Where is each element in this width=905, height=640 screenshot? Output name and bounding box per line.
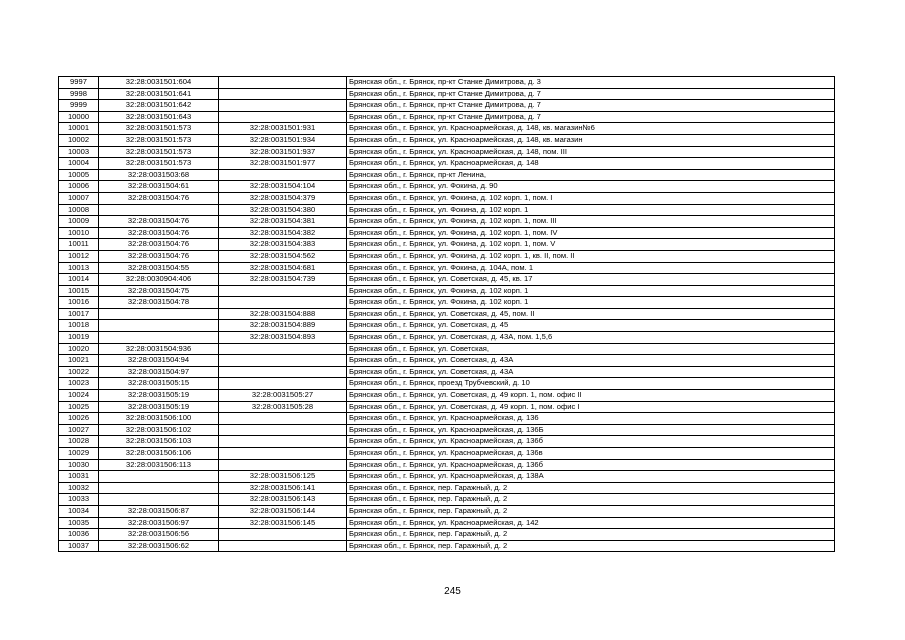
row-number-cell: 9998 bbox=[59, 88, 99, 100]
table-row bbox=[59, 77, 835, 89]
row-number-cell: 10021 bbox=[59, 355, 99, 367]
row-number-cell: 10017 bbox=[59, 308, 99, 320]
address-cell: Брянская обл., г. Брянск, ул. Фокина, д. 102 корп. 1 bbox=[347, 204, 835, 216]
table-row bbox=[59, 100, 835, 112]
table-row bbox=[59, 308, 835, 320]
cadastral-number-cell: 32:28:0031505:19 bbox=[99, 401, 219, 413]
row-number-cell: 10030 bbox=[59, 459, 99, 471]
cadastral-number-cell: 32:28:0031504:936 bbox=[99, 343, 219, 355]
address-cell: Брянская обл., г. Брянск, проезд Трубчевский, д. 10 bbox=[347, 378, 835, 390]
object-cadastral-number-cell bbox=[219, 343, 347, 355]
cadastral-number-cell: 32:28:0031506:87 bbox=[99, 505, 219, 517]
address-cell: Брянская обл., г. Брянск, ул. Советская, д. 43А, пом. 1,5,6 bbox=[347, 332, 835, 344]
address-cell: Брянская обл., г. Брянск, ул. Фокина, д. 102 корп. 1, пом. V bbox=[347, 239, 835, 251]
object-cadastral-number-cell: 32:28:0031504:383 bbox=[219, 239, 347, 251]
table-row bbox=[59, 146, 835, 158]
cadastral-number-cell: 32:28:0031501:573 bbox=[99, 134, 219, 146]
object-cadastral-number-cell: 32:28:0031504:739 bbox=[219, 274, 347, 286]
row-number-cell: 10024 bbox=[59, 390, 99, 402]
row-number-cell: 10013 bbox=[59, 262, 99, 274]
object-cadastral-number-cell bbox=[219, 448, 347, 460]
table-row bbox=[59, 366, 835, 378]
address-cell: Брянская обл., г. Брянск, ул. Красноармейская, д. 136б bbox=[347, 459, 835, 471]
row-number-cell: 9997 bbox=[59, 77, 99, 89]
address-cell: Брянская обл., г. Брянск, ул. Красноармейская, д. 136Б bbox=[347, 424, 835, 436]
address-cell: Брянская обл., г. Брянск, пр-кт Станке Димитрова, д. 7 bbox=[347, 88, 835, 100]
row-number-cell: 10026 bbox=[59, 413, 99, 425]
object-cadastral-number-cell bbox=[219, 169, 347, 181]
table-row bbox=[59, 111, 835, 123]
cadastral-number-cell: 32:28:0031501:604 bbox=[99, 77, 219, 89]
address-cell: Брянская обл., г. Брянск, ул. Фокина, д. 102 корп. 1 bbox=[347, 285, 835, 297]
cadastral-number-cell: 32:28:0031501:573 bbox=[99, 158, 219, 170]
table-row bbox=[59, 482, 835, 494]
table-row bbox=[59, 517, 835, 529]
row-number-cell: 10018 bbox=[59, 320, 99, 332]
cadastral-number-cell: 32:28:0031501:642 bbox=[99, 100, 219, 112]
table-row bbox=[59, 355, 835, 367]
object-cadastral-number-cell: 32:28:0031504:382 bbox=[219, 227, 347, 239]
object-cadastral-number-cell bbox=[219, 540, 347, 552]
address-cell: Брянская обл., г. Брянск, пр-кт Станке Димитрова, д. 7 bbox=[347, 111, 835, 123]
row-number-cell: 10034 bbox=[59, 505, 99, 517]
row-number-cell: 10036 bbox=[59, 529, 99, 541]
address-cell: Брянская обл., г. Брянск, ул. Фокина, д. 90 bbox=[347, 181, 835, 193]
table-row bbox=[59, 227, 835, 239]
cadastral-number-cell: 32:28:0031506:56 bbox=[99, 529, 219, 541]
address-cell: Брянская обл., г. Брянск, пр-кт Ленина, bbox=[347, 169, 835, 181]
row-number-cell: 10000 bbox=[59, 111, 99, 123]
table-row bbox=[59, 274, 835, 286]
cadastral-number-cell: 32:28:0031501:641 bbox=[99, 88, 219, 100]
object-cadastral-number-cell: 32:28:0031504:888 bbox=[219, 308, 347, 320]
cadastral-number-cell: 32:28:0031504:76 bbox=[99, 250, 219, 262]
cadastral-number-cell bbox=[99, 204, 219, 216]
cadastral-number-cell: 32:28:0031503:68 bbox=[99, 169, 219, 181]
address-cell: Брянская обл., г. Брянск, ул. Красноармейская, д. 148, кв. магазин№6 bbox=[347, 123, 835, 135]
table-row bbox=[59, 204, 835, 216]
row-number-cell: 10009 bbox=[59, 216, 99, 228]
address-cell: Брянская обл., г. Брянск, ул. Красноармейская, д. 148, кв. магазин bbox=[347, 134, 835, 146]
object-cadastral-number-cell bbox=[219, 459, 347, 471]
row-number-cell: 10001 bbox=[59, 123, 99, 135]
address-cell: Брянская обл., г. Брянск, пер. Гаражный, д. 2 bbox=[347, 494, 835, 506]
table-row bbox=[59, 158, 835, 170]
row-number-cell: 10004 bbox=[59, 158, 99, 170]
address-cell: Брянская обл., г. Брянск, ул. Красноармейская, д. 136б bbox=[347, 436, 835, 448]
table-row bbox=[59, 297, 835, 309]
row-number-cell: 10028 bbox=[59, 436, 99, 448]
row-number-cell: 10032 bbox=[59, 482, 99, 494]
address-cell: Брянская обл., г. Брянск, ул. Советская, д. 49 корп. 1, пом. офис II bbox=[347, 390, 835, 402]
object-cadastral-number-cell: 32:28:0031506:143 bbox=[219, 494, 347, 506]
cadastral-number-cell: 32:28:0031504:75 bbox=[99, 285, 219, 297]
cadastral-number-cell: 32:28:0031506:62 bbox=[99, 540, 219, 552]
object-cadastral-number-cell: 32:28:0031504:889 bbox=[219, 320, 347, 332]
cadastral-number-cell: 32:28:0031504:94 bbox=[99, 355, 219, 367]
object-cadastral-number-cell: 32:28:0031505:27 bbox=[219, 390, 347, 402]
cadastral-number-cell: 32:28:0031506:100 bbox=[99, 413, 219, 425]
table-row bbox=[59, 181, 835, 193]
cadastral-number-cell: 32:28:0031504:76 bbox=[99, 192, 219, 204]
object-cadastral-number-cell: 32:28:0031501:937 bbox=[219, 146, 347, 158]
address-cell: Брянская обл., г. Брянск, ул. Советская, д. 49 корп. 1, пом. офис I bbox=[347, 401, 835, 413]
address-cell: Брянская обл., г. Брянск, пр-кт Станке Димитрова, д. 7 bbox=[347, 100, 835, 112]
address-cell: Брянская обл., г. Брянск, ул. Советская, д. 45, пом. II bbox=[347, 308, 835, 320]
address-cell: Брянская обл., г. Брянск, ул. Красноармейская, д. 148, пом. III bbox=[347, 146, 835, 158]
cadastral-number-cell: 32:28:0031501:643 bbox=[99, 111, 219, 123]
object-cadastral-number-cell bbox=[219, 366, 347, 378]
row-number-cell: 10027 bbox=[59, 424, 99, 436]
row-number-cell: 10008 bbox=[59, 204, 99, 216]
object-cadastral-number-cell: 32:28:0031501:977 bbox=[219, 158, 347, 170]
address-cell: Брянская обл., г. Брянск, ул. Фокина, д. 102 корп. 1, пом. IV bbox=[347, 227, 835, 239]
address-cell: Брянская обл., г. Брянск, пр-кт Станке Димитрова, д. 3 bbox=[347, 77, 835, 89]
object-cadastral-number-cell: 32:28:0031504:379 bbox=[219, 192, 347, 204]
address-cell: Брянская обл., г. Брянск, ул. Советская, д. 45, кв. 17 bbox=[347, 274, 835, 286]
address-cell: Брянская обл., г. Брянск, ул. Фокина, д. 102 корп. 1, пом. III bbox=[347, 216, 835, 228]
row-number-cell: 10007 bbox=[59, 192, 99, 204]
table-row bbox=[59, 424, 835, 436]
cadastral-number-cell bbox=[99, 482, 219, 494]
address-cell: Брянская обл., г. Брянск, ул. Фокина, д. 102 корп. 1, пом. I bbox=[347, 192, 835, 204]
address-cell: Брянская обл., г. Брянск, пер. Гаражный, д. 2 bbox=[347, 505, 835, 517]
table-row bbox=[59, 459, 835, 471]
row-number-cell: 10014 bbox=[59, 274, 99, 286]
cadastral-number-cell: 32:28:0031504:76 bbox=[99, 239, 219, 251]
row-number-cell: 10011 bbox=[59, 239, 99, 251]
cadastral-number-cell: 32:28:0031506:97 bbox=[99, 517, 219, 529]
object-cadastral-number-cell: 32:28:0031506:144 bbox=[219, 505, 347, 517]
cadastral-number-cell: 32:28:0031505:15 bbox=[99, 378, 219, 390]
row-number-cell: 10037 bbox=[59, 540, 99, 552]
table-row bbox=[59, 401, 835, 413]
table-row bbox=[59, 540, 835, 552]
object-cadastral-number-cell bbox=[219, 297, 347, 309]
object-cadastral-number-cell: 32:28:0031506:141 bbox=[219, 482, 347, 494]
table-row bbox=[59, 378, 835, 390]
table-row bbox=[59, 88, 835, 100]
table-row bbox=[59, 285, 835, 297]
table-row bbox=[59, 320, 835, 332]
table-row bbox=[59, 332, 835, 344]
object-cadastral-number-cell: 32:28:0031504:381 bbox=[219, 216, 347, 228]
address-cell: Брянская обл., г. Брянск, ул. Красноармейская, д. 136 bbox=[347, 413, 835, 425]
table-row bbox=[59, 343, 835, 355]
table-row bbox=[59, 448, 835, 460]
cadastral-number-cell bbox=[99, 308, 219, 320]
row-number-cell: 10002 bbox=[59, 134, 99, 146]
address-cell: Брянская обл., г. Брянск, ул. Красноармейская, д. 148 bbox=[347, 158, 835, 170]
object-cadastral-number-cell bbox=[219, 378, 347, 390]
cadastral-number-cell: 32:28:0031504:78 bbox=[99, 297, 219, 309]
row-number-cell: 10006 bbox=[59, 181, 99, 193]
table-row bbox=[59, 250, 835, 262]
object-cadastral-number-cell: 32:28:0031506:145 bbox=[219, 517, 347, 529]
cadastral-number-cell: 32:28:0031505:19 bbox=[99, 390, 219, 402]
table-row bbox=[59, 262, 835, 274]
cadastral-number-cell: 32:28:0031506:113 bbox=[99, 459, 219, 471]
cadastral-number-cell: 32:28:0031504:55 bbox=[99, 262, 219, 274]
row-number-cell: 10022 bbox=[59, 366, 99, 378]
object-cadastral-number-cell bbox=[219, 111, 347, 123]
row-number-cell: 9999 bbox=[59, 100, 99, 112]
row-number-cell: 10015 bbox=[59, 285, 99, 297]
object-cadastral-number-cell: 32:28:0031505:28 bbox=[219, 401, 347, 413]
object-cadastral-number-cell bbox=[219, 413, 347, 425]
cadastral-number-cell bbox=[99, 332, 219, 344]
object-cadastral-number-cell: 32:28:0031501:934 bbox=[219, 134, 347, 146]
table-row bbox=[59, 413, 835, 425]
object-cadastral-number-cell: 32:28:0031501:931 bbox=[219, 123, 347, 135]
table-row bbox=[59, 134, 835, 146]
row-number-cell: 10023 bbox=[59, 378, 99, 390]
address-cell: Брянская обл., г. Брянск, ул. Фокина, д. 104А, пом. 1 bbox=[347, 262, 835, 274]
row-number-cell: 10016 bbox=[59, 297, 99, 309]
address-cell: Брянская обл., г. Брянск, пер. Гаражный, д. 2 bbox=[347, 529, 835, 541]
object-cadastral-number-cell: 32:28:0031504:681 bbox=[219, 262, 347, 274]
address-cell: Брянская обл., г. Брянск, ул. Фокина, д. 102 корп. 1 bbox=[347, 297, 835, 309]
object-cadastral-number-cell bbox=[219, 436, 347, 448]
row-number-cell: 10025 bbox=[59, 401, 99, 413]
cadastral-number-cell: 32:28:0031504:76 bbox=[99, 216, 219, 228]
object-cadastral-number-cell: 32:28:0031504:380 bbox=[219, 204, 347, 216]
row-number-cell: 10003 bbox=[59, 146, 99, 158]
address-cell: Брянская обл., г. Брянск, ул. Советская, д. 43А bbox=[347, 355, 835, 367]
table-row bbox=[59, 123, 835, 135]
table-row bbox=[59, 505, 835, 517]
table-row bbox=[59, 192, 835, 204]
table-row bbox=[59, 169, 835, 181]
table-row bbox=[59, 471, 835, 483]
row-number-cell: 10020 bbox=[59, 343, 99, 355]
cadastral-number-cell: 32:28:0031506:106 bbox=[99, 448, 219, 460]
address-cell: Брянская обл., г. Брянск, ул. Красноармейская, д. 142 bbox=[347, 517, 835, 529]
cadastral-number-cell: 32:28:0031501:573 bbox=[99, 146, 219, 158]
row-number-cell: 10029 bbox=[59, 448, 99, 460]
object-cadastral-number-cell bbox=[219, 529, 347, 541]
cadastral-number-cell bbox=[99, 471, 219, 483]
object-cadastral-number-cell: 32:28:0031504:104 bbox=[219, 181, 347, 193]
registry-table-body bbox=[59, 77, 835, 552]
row-number-cell: 10019 bbox=[59, 332, 99, 344]
address-cell: Брянская обл., г. Брянск, ул. Фокина, д. 102 корп. 1, кв. II, пом. II bbox=[347, 250, 835, 262]
object-cadastral-number-cell bbox=[219, 77, 347, 89]
row-number-cell: 10012 bbox=[59, 250, 99, 262]
object-cadastral-number-cell bbox=[219, 88, 347, 100]
address-cell: Брянская обл., г. Брянск, пер. Гаражный, д. 2 bbox=[347, 482, 835, 494]
cadastral-number-cell: 32:28:0031504:61 bbox=[99, 181, 219, 193]
registry-table bbox=[58, 76, 835, 552]
row-number-cell: 10031 bbox=[59, 471, 99, 483]
table-row bbox=[59, 216, 835, 228]
object-cadastral-number-cell: 32:28:0031506:125 bbox=[219, 471, 347, 483]
page-number: 245 bbox=[444, 586, 461, 597]
object-cadastral-number-cell bbox=[219, 424, 347, 436]
table-row bbox=[59, 239, 835, 251]
row-number-cell: 10010 bbox=[59, 227, 99, 239]
cadastral-number-cell: 32:28:0031506:103 bbox=[99, 436, 219, 448]
cadastral-number-cell: 32:28:0031501:573 bbox=[99, 123, 219, 135]
cadastral-number-cell bbox=[99, 494, 219, 506]
object-cadastral-number-cell: 32:28:0031504:562 bbox=[219, 250, 347, 262]
table-row bbox=[59, 390, 835, 402]
row-number-cell: 10033 bbox=[59, 494, 99, 506]
table-row bbox=[59, 494, 835, 506]
object-cadastral-number-cell bbox=[219, 285, 347, 297]
cadastral-number-cell: 32:28:0031504:76 bbox=[99, 227, 219, 239]
cadastral-number-cell: 32:28:0031506:102 bbox=[99, 424, 219, 436]
row-number-cell: 10035 bbox=[59, 517, 99, 529]
row-number-cell: 10005 bbox=[59, 169, 99, 181]
cadastral-number-cell: 32:28:0031504:97 bbox=[99, 366, 219, 378]
address-cell: Брянская обл., г. Брянск, ул. Советская, д. 43А bbox=[347, 366, 835, 378]
address-cell: Брянская обл., г. Брянск, ул. Советская, bbox=[347, 343, 835, 355]
object-cadastral-number-cell bbox=[219, 100, 347, 112]
table-row bbox=[59, 529, 835, 541]
object-cadastral-number-cell bbox=[219, 355, 347, 367]
address-cell: Брянская обл., г. Брянск, ул. Советская, д. 45 bbox=[347, 320, 835, 332]
object-cadastral-number-cell: 32:28:0031504:893 bbox=[219, 332, 347, 344]
address-cell: Брянская обл., г. Брянск, ул. Красноармейская, д. 138А bbox=[347, 471, 835, 483]
address-cell: Брянская обл., г. Брянск, ул. Красноармейская, д. 136в bbox=[347, 448, 835, 460]
table-row bbox=[59, 436, 835, 448]
address-cell: Брянская обл., г. Брянск, пер. Гаражный, д. 2 bbox=[347, 540, 835, 552]
cadastral-number-cell bbox=[99, 320, 219, 332]
cadastral-number-cell: 32:28:0030904:406 bbox=[99, 274, 219, 286]
